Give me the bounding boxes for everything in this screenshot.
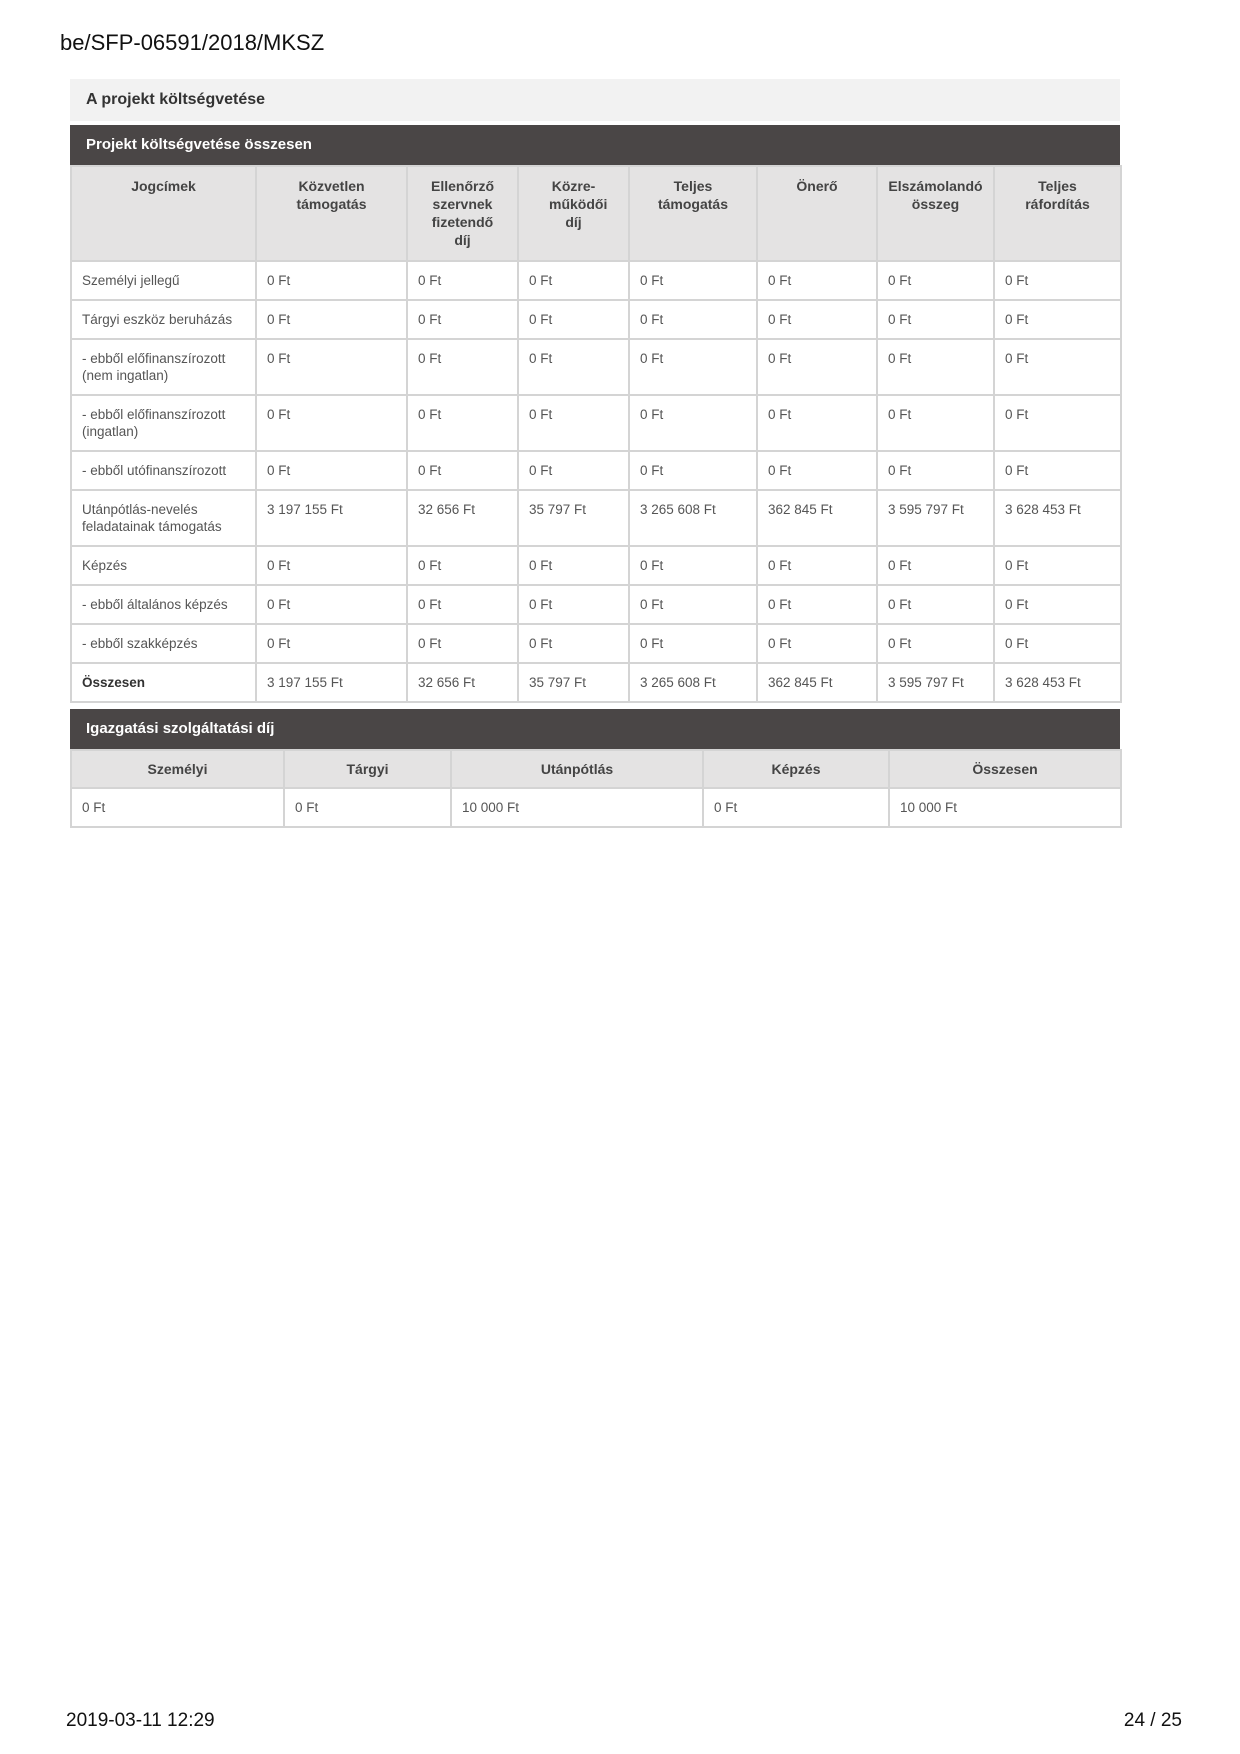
fee-table [70,749,1122,828]
column-header: Tárgyi [284,750,451,788]
table-row [71,451,1121,490]
table-cell: 0 Ft [407,300,518,339]
row-label: - ebből előfinanszírozott (ingatlan) [71,395,256,451]
table-cell: 0 Ft [518,585,629,624]
table-cell: 3 595 797 Ft [877,490,994,546]
column-header: Utánpótlás [451,750,703,788]
page-number: 24 / 25 [1123,1710,1182,1731]
column-header: Személyi [71,750,284,788]
budget-table-header-row [71,166,1121,261]
table-cell: 0 Ft [629,546,757,585]
budget-table [70,165,1122,703]
table-cell: 0 Ft [877,395,994,451]
table-row [71,624,1121,663]
table-cell: 0 Ft [407,546,518,585]
row-label: Személyi jellegű [71,261,256,300]
table-cell: 10 000 Ft [889,788,1121,827]
table-cell: 0 Ft [256,339,407,395]
column-header: Teljes ráfordítás [994,166,1121,261]
table-cell: 0 Ft [407,395,518,451]
fee-table-title: Igazgatási szolgáltatási díj [70,709,1120,749]
fee-table-panel [70,709,1120,828]
table-cell: 3 628 453 Ft [994,663,1121,702]
table-cell: 0 Ft [757,451,877,490]
table-cell: 0 Ft [994,339,1121,395]
table-cell: 3 595 797 Ft [877,663,994,702]
table-cell: 3 265 608 Ft [629,663,757,702]
table-cell: 0 Ft [757,395,877,451]
column-header: Jogcímek [71,166,256,261]
table-cell: 0 Ft [994,261,1121,300]
column-header: Ellenőrző szervnek fizetendő díj [407,166,518,261]
budget-table-panel [70,125,1120,703]
table-cell: 0 Ft [407,451,518,490]
table-cell: 0 Ft [256,261,407,300]
table-cell: 0 Ft [256,395,407,451]
total-row [71,663,1121,702]
row-label: Képzés [71,546,256,585]
table-cell: 0 Ft [703,788,889,827]
table-cell: 0 Ft [629,300,757,339]
table-cell: 0 Ft [518,261,629,300]
table-cell: 0 Ft [284,788,451,827]
table-cell: 0 Ft [877,339,994,395]
table-cell: 0 Ft [629,585,757,624]
table-cell: 0 Ft [518,339,629,395]
column-header: Összesen [889,750,1121,788]
table-cell: 0 Ft [629,624,757,663]
table-row [71,546,1121,585]
table-row [71,339,1121,395]
table-cell: 0 Ft [407,261,518,300]
table-cell: 32 656 Ft [407,490,518,546]
row-label: Összesen [71,663,256,702]
table-cell: 3 197 155 Ft [256,490,407,546]
table-row [71,788,1121,827]
table-cell: 0 Ft [757,624,877,663]
footer-timestamp: 2019-03-11 12:29 [66,1710,215,1731]
row-label: - ebből általános képzés [71,585,256,624]
table-cell: 362 845 Ft [757,663,877,702]
table-cell: 0 Ft [518,451,629,490]
table-cell: 0 Ft [757,300,877,339]
table-cell: 0 Ft [518,624,629,663]
table-cell: 0 Ft [256,585,407,624]
table-cell: 0 Ft [256,624,407,663]
table-cell: 32 656 Ft [407,663,518,702]
table-cell: 0 Ft [629,395,757,451]
row-label: - ebből utófinanszírozott [71,451,256,490]
document-id: be/SFP-06591/2018/MKSZ [60,30,325,55]
table-cell: 0 Ft [877,300,994,339]
row-label: Tárgyi eszköz beruházás [71,300,256,339]
row-label: Utánpótlás-nevelés feladatainak támogatás [71,490,256,546]
table-cell: 0 Ft [518,300,629,339]
table-cell: 0 Ft [994,451,1121,490]
table-row [71,585,1121,624]
table-cell: 0 Ft [518,395,629,451]
table-cell: 0 Ft [994,395,1121,451]
column-header: Teljes támogatás [629,166,757,261]
table-cell: 0 Ft [629,451,757,490]
table-cell: 0 Ft [994,585,1121,624]
table-cell: 3 197 155 Ft [256,663,407,702]
table-cell: 0 Ft [994,624,1121,663]
table-cell: 0 Ft [629,339,757,395]
table-cell: 0 Ft [877,546,994,585]
table-cell: 0 Ft [407,585,518,624]
table-cell: 35 797 Ft [518,490,629,546]
table-cell: 3 628 453 Ft [994,490,1121,546]
column-header: Elszámolandó összeg [877,166,994,261]
row-label: - ebből előfinanszírozott (nem ingatlan) [71,339,256,395]
table-cell: 0 Ft [256,300,407,339]
table-cell: 0 Ft [877,585,994,624]
column-header: Közvetlen támogatás [256,166,407,261]
table-cell: 35 797 Ft [518,663,629,702]
table-cell: 0 Ft [877,624,994,663]
table-cell: 10 000 Ft [451,788,703,827]
table-cell: 0 Ft [629,261,757,300]
table-row [71,300,1121,339]
table-cell: 0 Ft [256,451,407,490]
table-cell: 0 Ft [877,451,994,490]
table-cell: 0 Ft [407,339,518,395]
table-row [71,261,1121,300]
table-row [71,395,1121,451]
table-cell: 362 845 Ft [757,490,877,546]
budget-table-title: Projekt költségvetése összesen [70,125,1120,165]
row-label: - ebből szakképzés [71,624,256,663]
table-cell: 0 Ft [757,546,877,585]
table-cell: 0 Ft [877,261,994,300]
table-cell: 0 Ft [757,261,877,300]
table-cell: 0 Ft [71,788,284,827]
table-cell: 0 Ft [994,300,1121,339]
table-row [71,490,1121,546]
table-cell: 0 Ft [256,546,407,585]
section-title: A projekt költségvetése [70,79,1120,121]
table-cell: 3 265 608 Ft [629,490,757,546]
fee-table-header-row [71,750,1121,788]
column-header: Közre- működői díj [518,166,629,261]
table-cell: 0 Ft [407,624,518,663]
table-cell: 0 Ft [757,339,877,395]
table-cell: 0 Ft [757,585,877,624]
table-cell: 0 Ft [518,546,629,585]
table-cell: 0 Ft [994,546,1121,585]
column-header: Képzés [703,750,889,788]
column-header: Önerő [757,166,877,261]
